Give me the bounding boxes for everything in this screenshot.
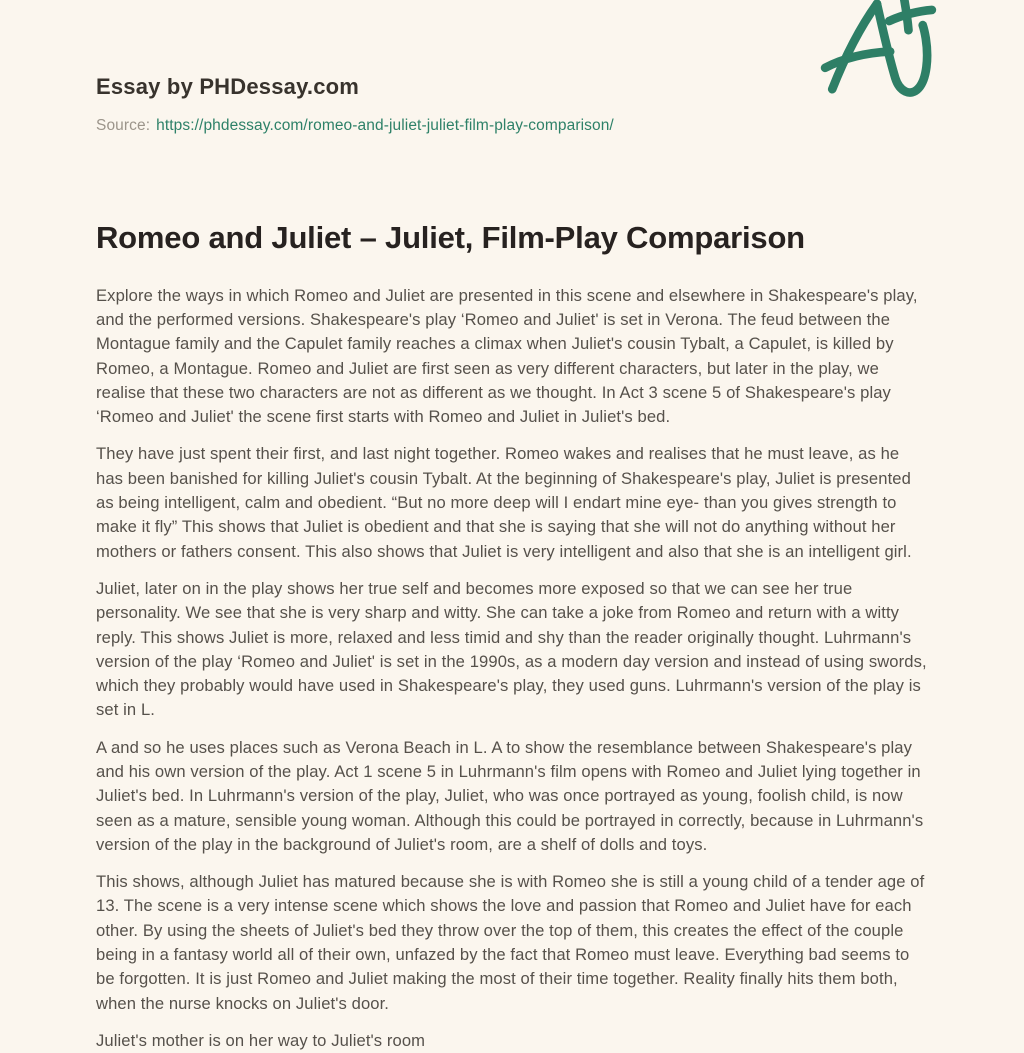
byline: Essay by PHDessay.com: [96, 74, 360, 99]
source-label: Source:: [96, 117, 151, 134]
source-link[interactable]: https://phdessay.com/romeo-and-juliet-juliet-film-play-comparison/: [156, 117, 614, 134]
page-header: [96, 74, 928, 135]
essay-paragraph: Juliet's mother is on her way to Juliet's room: [96, 1030, 426, 1050]
essay-paragraph: Explore the ways in which Romeo and Juliet are presented in this scene and elsewhere in Shakespeare's play, and the performed versions. Shakespeare's play ‘Romeo and Juliet' is set in Verona. The feud between the Montague family and the Capulet family reaches a climax when Juliet's cousin Tybalt, a Capulet, is killed by Romeo, a Montague. Romeo and Juliet are first seen as very different characters, but later in the play, we realise that these two characters are not as different as we thought. In Act 3 scene 5 of Shakespeare's play ‘Romeo and Juliet' the scene first starts with Romeo and Juliet in Juliet's bed.: [96, 285, 918, 427]
essay-paragraph: A and so he uses places such as Verona Beach in L. A to show the resemblance between Shakespeare's play and his own version of the play. Act 1 scene 5 in Luhrmann's film opens with Romeo and Juliet lying together in Juliet's bed. In Luhrmann's version of the play, Juliet, who was once portrayed as young, foolish child, is now seen as a mature, sensible young woman. Although this could be portrayed in correctly, because in Luhrmann's version of the play in the background of Juliet's room, are a shelf of dolls and toys.: [96, 737, 924, 854]
essay-paragraph: Juliet, later on in the play shows her true self and becomes more exposed so that we can see her true personality. We see that she is very sharp and witty. She can take a joke from Romeo and return with a witty reply. This shows Juliet is more, relaxed and less timid and shy than the reader originally thought. Luhrmann's version of the play ‘Romeo and Juliet' is set in the 1990s, as a modern day version and instead of using swords, which they probably would have used in Shakespeare's play, they used guns. Luhrmann's version of the play is set in L.: [96, 578, 927, 720]
page-title: Romeo and Juliet – Juliet, Film-Play Comparison: [96, 220, 805, 255]
essay-page: [96, 0, 928, 1053]
source-line: [96, 117, 928, 135]
essay-paragraph: They have just spent their first, and last night together. Romeo wakes and realises that he must leave, as he has been banished for killing Juliet's cousin Tybalt. At the beginning of Shakespeare's play, Juliet is presented as being intelligent, calm and obedient. “But no more deep will I endart mine eye- than you gives strength to make it fly” This shows that Juliet is obedient and that she is saying that she will not do anything without her mothers or fathers consent. This also shows that Juliet is very intelligent and also that she is an intelligent girl.: [96, 444, 912, 561]
aplus-logo-icon: [818, 0, 940, 106]
essay-content: [96, 284, 928, 1053]
essay-paragraph: This shows, although Juliet has matured because she is with Romeo she is still a young child of a tender age of 13. The scene is a very intense scene which shows the love and passion that Romeo and Juliet have for each other. By using the sheets of Juliet's bed they throw over the top of them, this creates the effect of the couple being in a fantasy world all of their own, unfazed by the fact that Romeo must leave. Everything bad seems to be forgotten. It is just Romeo and Juliet making the most of their time together. Reality finally hits them both, when the nurse knocks on Juliet's door.: [96, 872, 925, 1013]
